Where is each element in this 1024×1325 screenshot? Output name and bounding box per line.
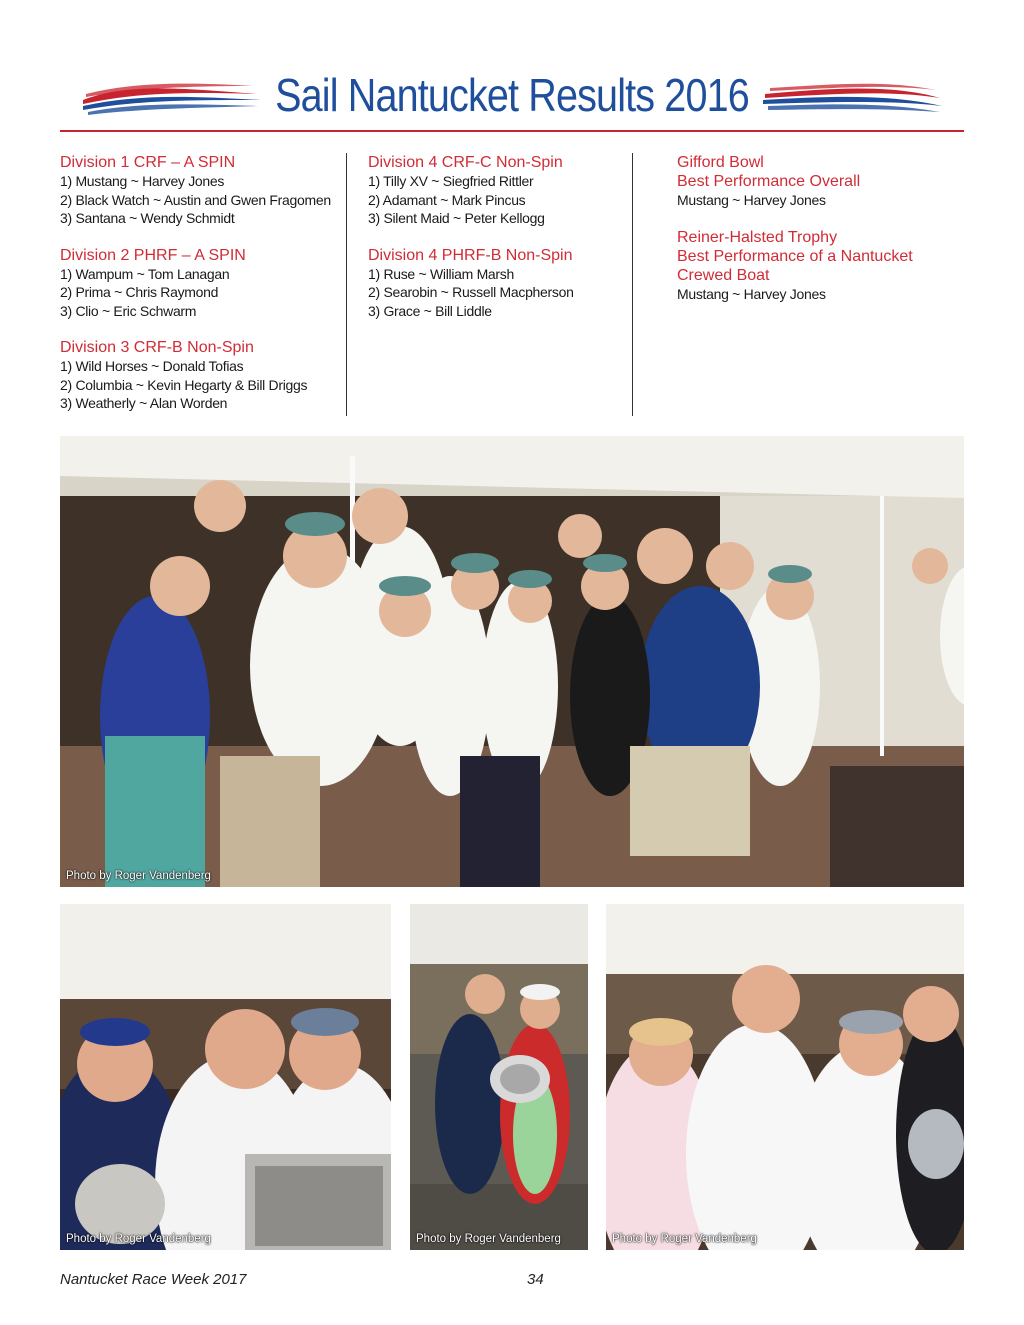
trophy-photo-right <box>606 904 964 1250</box>
award-heading: Best Performance of a Nantucket <box>677 247 913 265</box>
division-heading: Division 3 CRF-B Non-Spin <box>60 339 254 356</box>
result-entry: 1) Wampum ~ Tom Lanagan <box>60 265 230 282</box>
trophy-photo-left <box>60 904 391 1250</box>
result-entry: 2) Black Watch ~ Austin and Gwen Fragomen <box>60 191 331 208</box>
column-divider <box>346 153 347 416</box>
award-winner: Mustang ~ Harvey Jones <box>677 285 826 302</box>
result-entry: 3) Silent Maid ~ Peter Kellogg <box>368 210 545 226</box>
publication-footer: Nantucket Race Week 2017 <box>60 1271 247 1288</box>
result-entry: 1) Wild Horses ~ Donald Tofias <box>60 358 244 374</box>
division-block <box>60 153 340 228</box>
photo-credit: Photo by Roger Vandenberg <box>416 1233 561 1245</box>
results-column-3 <box>677 153 964 321</box>
result-entry: 2) Searobin ~ Russell Macpherson <box>368 284 574 300</box>
division-heading: Division 4 PHRF-B Non-Spin <box>368 246 573 264</box>
result-entry: 2) Prima ~ Chris Raymond <box>60 284 219 300</box>
result-entry: 2) Adamant ~ Mark Pincus <box>368 191 526 208</box>
column-divider <box>632 153 633 416</box>
division-block <box>60 338 340 413</box>
page-number: 34 <box>527 1271 544 1288</box>
results-column-2 <box>368 153 623 338</box>
trophy-photo-left-illustration <box>60 904 391 1250</box>
title-row <box>60 60 964 130</box>
group-photo <box>60 436 964 887</box>
photo-credit: Photo by Roger Vandenberg <box>612 1233 757 1245</box>
trophy-photo-middle <box>410 904 588 1250</box>
trophy-photo-middle-illustration <box>410 904 588 1250</box>
trophy-photo-right-illustration <box>606 904 964 1250</box>
result-entry: 1) Tilly XV ~ Siegfried Rittler <box>368 173 534 189</box>
award-block <box>677 153 964 210</box>
award-heading: Gifford Bowl <box>677 154 764 171</box>
award-heading: Best Performance Overall <box>677 173 861 190</box>
division-heading: Division 2 PHRF – A SPIN <box>60 246 246 264</box>
division-block <box>368 153 623 228</box>
result-entry: 3) Weatherly ~ Alan Worden <box>60 395 228 411</box>
group-photo-illustration <box>60 436 964 887</box>
photo-credit: Photo by Roger Vandenberg <box>66 870 211 882</box>
award-heading: Reiner-Halsted Trophy <box>677 228 838 246</box>
award-heading: Crewed Boat <box>677 266 770 284</box>
result-entry: 3) Santana ~ Wendy Schmidt <box>60 210 235 226</box>
result-entry: 3) Grace ~ Bill Liddle <box>368 302 492 319</box>
flag-swoosh-right-icon <box>760 78 945 118</box>
result-entry: 3) Clio ~ Eric Schwarm <box>60 302 197 319</box>
result-entry: 1) Ruse ~ William Marsh <box>368 265 514 282</box>
result-entry: 1) Mustang ~ Harvey Jones <box>60 173 225 189</box>
division-block <box>368 246 623 321</box>
page-title: Sail Nantucket Results 2016 <box>275 69 749 121</box>
results-column-1 <box>60 153 340 431</box>
photo-credit: Photo by Roger Vandenberg <box>66 1233 211 1245</box>
title-divider <box>60 130 964 132</box>
result-entry: 2) Columbia ~ Kevin Hegarty & Bill Driggs <box>60 376 308 393</box>
division-heading: Division 1 CRF – A SPIN <box>60 154 236 171</box>
division-heading: Division 4 CRF-C Non-Spin <box>368 154 563 171</box>
award-block <box>677 228 964 304</box>
award-winner: Mustang ~ Harvey Jones <box>677 192 826 208</box>
division-block <box>60 246 340 321</box>
